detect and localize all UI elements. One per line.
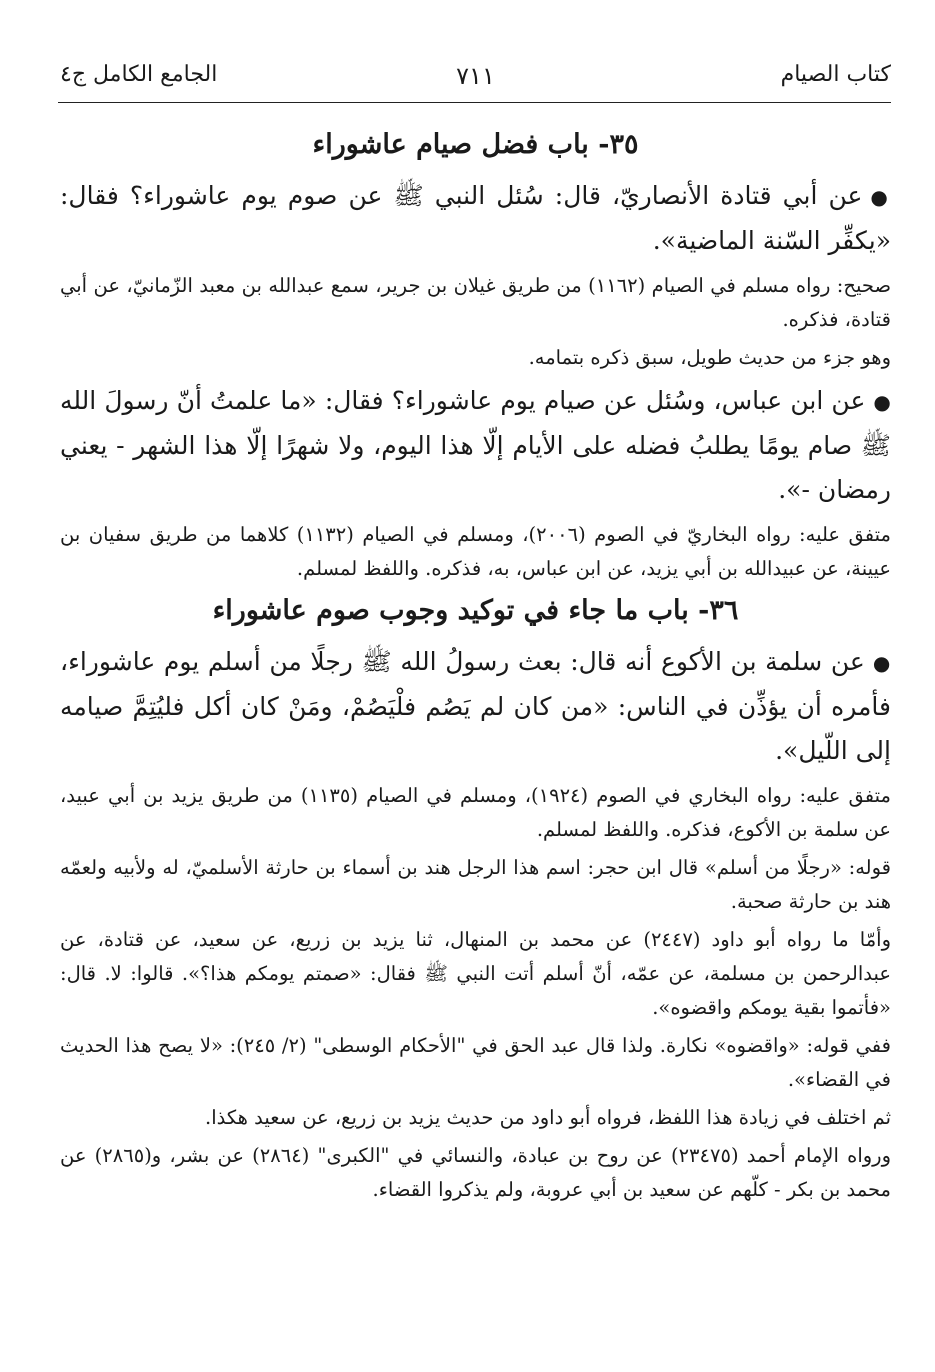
takhrij-note: متفق عليه: رواه البخاري في الصوم (١٩٢٤)، ومسلم في الصيام (١١٣٥) من طريق يزيد بن أبي عبيد، عن سلمة بن الأكوع، فذكره. واللفظ لمسلم. [60, 784, 891, 841]
chapter-title: ٣٥- باب فضل صيام عاشوراء [312, 129, 639, 160]
header-rule [58, 102, 891, 103]
bullet-icon: ● [870, 185, 891, 209]
chapter-title: ٣٦- باب ما جاء في توكيد وجوب صوم عاشوراء [212, 595, 739, 626]
book-section-title: كتاب الصيام [780, 62, 891, 87]
takhrij-note: ورواه الإمام أحمد (٢٣٤٧٥) عن روح بن عبادة، والنسائي في "الكبرى" (٢٨٦٤) عن بشر، و(٢٨٦٥) عن محمد بن بكر - كلّهم عن سعيد بن أبي عروبة، ولم يذكروا القضاء. [60, 1144, 892, 1201]
hadith-text [60, 640, 891, 773]
takhrij-note: وهو جزء من حديث طويل، سبق ذكره بتمامه. [528, 346, 891, 369]
page-body [60, 120, 891, 1211]
volume-title: الجامع الكامل ج٤ [60, 62, 218, 87]
running-header [60, 62, 891, 98]
hadith-body: عن ابن عباس، وسُئل عن صيام يوم عاشوراء؟ فقال: «ما علمتُ أنّ رسولَ الله ﷺ صام يومًا يطلبُ فضله على الأيام إلّا هذا اليوم، ولا شهرًا إلّا هذا الشهر - يعني رمضان -». [60, 386, 891, 504]
bullet-icon: ● [873, 390, 891, 414]
takhrij-note: ففي قوله: «واقضوه» نكارة. ولذا قال عبد الحق في "الأحكام الوسطى" (٢/ ٢٤٥): «لا يصح هذا الحديث في القضاء». [60, 1034, 891, 1091]
takhrij-note: متفق عليه: رواه البخاريّ في الصوم (٢٠٠٦)، ومسلم في الصيام (١١٣٢) كلاهما من طريق سفيان بن عيينة، عن عبيدالله بن أبي يزيد، عن ابن عباس، به، فذكره. واللفظ لمسلم. [60, 523, 891, 580]
takhrij-note: ثم اختلف في زيادة هذا اللفظ، فرواه أبو داود من حديث يزيد بن زريع، عن سعيد هكذا. [205, 1106, 891, 1129]
takhrij-note: صحيح: رواه مسلم في الصيام (١١٦٢) من طريق غيلان بن جرير، سمع عبدالله بن معبد الزّمانيّ، عن أبي قتادة، فذكره. [60, 274, 891, 331]
page-number: ٧١١ [456, 62, 495, 90]
hadith-body: عن سلمة بن الأكوع أنه قال: بعث رسولُ الله ﷺ رجلًا من أسلم يوم عاشوراء، فأمره أن يؤذِّن في الناس: «من كان لم يَصُم فلْيَصُمْ، ومَنْ كان أكل فليُتِمَّ صيامه إلى اللّيل». [60, 647, 891, 765]
bullet-icon: ● [872, 651, 892, 675]
takhrij-note: وأمّا ما رواه أبو داود (٢٤٤٧) عن محمد بن المنهال، ثنا يزيد بن زريع، عن سعيد، عن قتادة، عن عبدالرحمن بن مسلمة، عن عمّه، أنّ أسلم أتت النبي ﷺ فقال: «صمتم يومكم هذا؟». قالوا: لا. قال: «فأتموا بقية يومكم واقضوه». [60, 928, 892, 1019]
hadith-text [60, 379, 891, 512]
hadith-text [60, 174, 891, 263]
takhrij-note: قوله: «رجلًا من أسلم» قال ابن حجر: اسم هذا الرجل هند بن أسماء بن حارثة الأسلميّ، له ولأبيه ولعمّه هند بن حارثة صحبة. [60, 856, 891, 913]
hadith-body: عن أبي قتادة الأنصاريّ، قال: سُئل النبي ﷺ عن صوم يوم عاشوراء؟ فقال: «يكفِّر السّنة الماضية». [60, 181, 891, 255]
